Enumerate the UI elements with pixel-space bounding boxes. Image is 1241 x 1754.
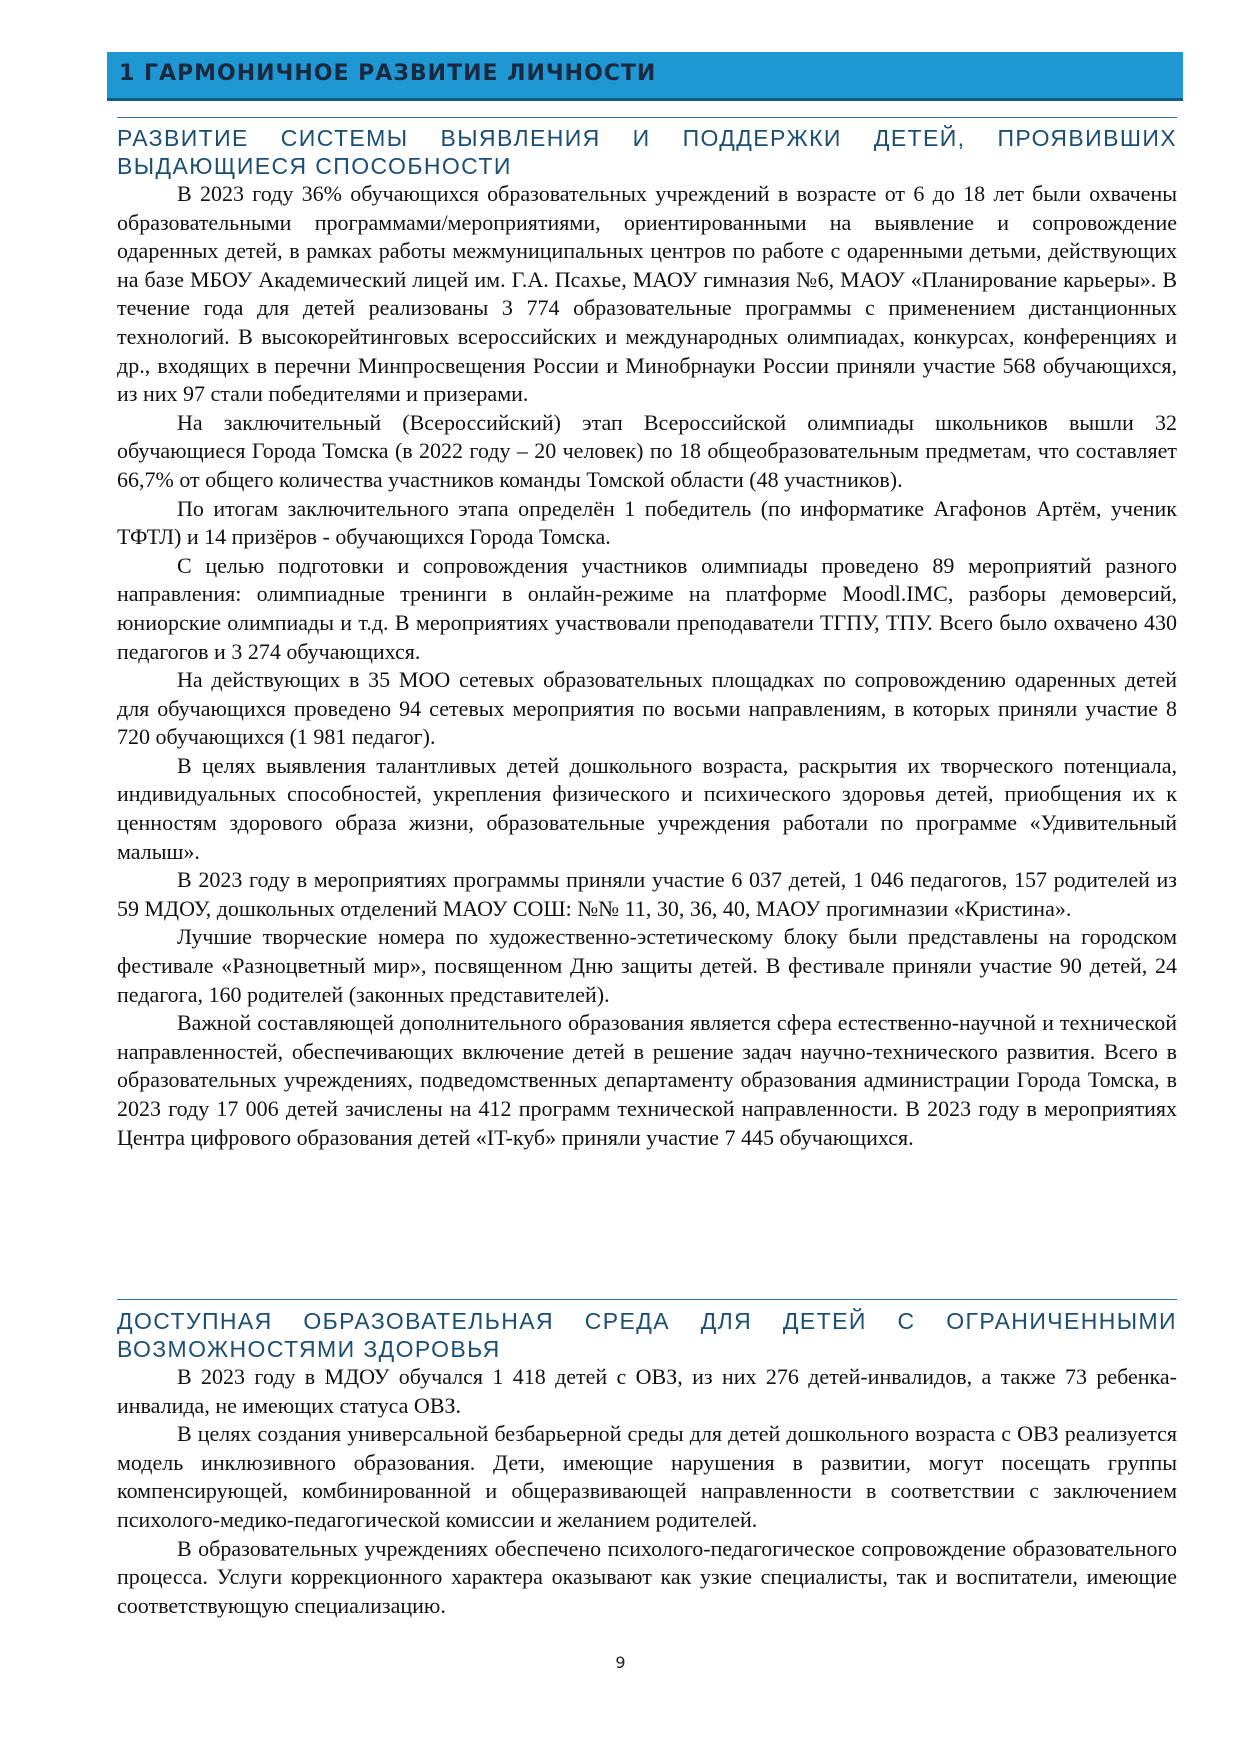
chapter-title: 1 ГАРМОНИЧНОЕ РАЗВИТИЕ ЛИЧНОСТИ xyxy=(119,61,657,86)
section-heading-accessible-environment: ДОСТУПНАЯ ОБРАЗОВАТЕЛЬНАЯ СРЕДА ДЛЯ ДЕТЕЙ С ОГРАНИЧЕННЫМИ ВОЗМОЖНОСТЯМИ ЗДОРОВЬЯ xyxy=(117,1308,1177,1362)
section-divider xyxy=(117,117,1177,118)
paragraph: По итогам заключительного этапа определён 1 победитель (по информатике Агафонов Артём, ученик ТФТЛ) и 14 призёров - обучающихся Города Томска. xyxy=(117,495,1177,550)
paragraph: На заключительный (Всероссийский) этап Всероссийской олимпиады школьников вышли 32 обучающиеся Города Томска (в 2022 году – 20 человек) по 18 общеобразовательным предметам, что составляет 66,7% от общего количества участников команды Томской области (48 участников). xyxy=(117,409,1177,492)
paragraph: На действующих в 35 МОО сетевых образовательных площадках по сопровождению одаренных детей для обучающихся проведено 94 сетевых мероприятия по восьми направлениям, в которых приняли участие 8 720 обучающихся (1 981 педагог). xyxy=(117,667,1177,750)
section-body-accessible-environment xyxy=(117,1363,1177,1620)
section-heading-gifted-children: РАЗВИТИЕ СИСТЕМЫ ВЫЯВЛЕНИЯ И ПОДДЕРЖКИ ДЕТЕЙ, ПРОЯВИВШИХ ВЫДАЮЩИЕСЯ СПОСОБНОСТИ xyxy=(117,125,1177,179)
section-divider xyxy=(117,1299,1177,1300)
paragraph: Важной составляющей дополнительного образования является сфера естественно-научной и технической направленностей, обеспечивающих включение детей в решение задач научно-технического развития. Всего в образовательных учреждениях, подведомственных департаменту образования администрации Города Томска, в 2023 году 17 006 детей зачислены на 412 программ технической направленности. В 2023 году в мероприятиях Центра цифрового образования детей «IT-куб» приняли участие 7 445 обучающихся. xyxy=(117,1010,1177,1150)
paragraph: В 2023 году 36% обучающихся образовательных учреждений в возрасте от 6 до 18 лет были охвачены образовательными программами/мероприятиями, ориентированными на выявление и сопровождение одаренных детей, в рамках работы межмуниципальных центров по работе с одаренными детьми, действующих на базе МБОУ Академический лицей им. Г.А. Псахье, МАОУ гимназия №6, МАОУ «Планирование карьеры». В течение года для детей реализованы 3 774 образовательные программы с применением дистанционных технологий. В высокорейтинговых всероссийских и международных олимпиадах, конкурсах, конференциях и др., входящих в перечни Минпросвещения России и Минобрнауки России приняли участие 568 обучающихся, из них 97 стали победителями и призерами. xyxy=(117,181,1177,407)
paragraph: В целях создания универсальной безбарьерной среды для детей дошкольного возраста с ОВЗ реализуется модель инклюзивного образования. Дети, имеющие нарушения в развитии, могут посещать группы компенсирующей, комбинированной и общеразвивающей направленности в соответствии с заключением психолого-медико-педагогической комиссии и желанием родителей. xyxy=(117,1421,1177,1532)
paragraph: В целях выявления талантливых детей дошкольного возраста, раскрытия их творческого потенциала, индивидуальных способностей, укрепления физического и психического здоровья детей, приобщения их к ценностям здорового образа жизни, образовательные учреждения работали по программе «Удивительный малыш». xyxy=(117,752,1177,864)
paragraph: Лучшие творческие номера по художественно-эстетическому блоку были представлены на городском фестивале «Разноцветный мир», посвященном Дню защиты детей. В фестивале приняли участие 90 детей, 24 педагога, 160 родителей (законных представителей). xyxy=(117,924,1177,1007)
paragraph: С целью подготовки и сопровождения участников олимпиады проведено 89 мероприятий разного направления: олимпиадные тренинги в онлайн-режиме на платформе Moodl.IMC, разборы демоверсий, юниорские олимпиады и т.д. В мероприятиях участвовали преподаватели ТГПУ, ТПУ. Всего было охвачено 430 педагогов и 3 274 обучающихся. xyxy=(117,552,1177,664)
section-body-gifted-children xyxy=(117,180,1177,1152)
page-number: 9 xyxy=(615,1653,626,1672)
chapter-header-bar xyxy=(107,52,1183,101)
paragraph: В 2023 году в мероприятиях программы приняли участие 6 037 детей, 1 046 педагогов, 157 родителей из 59 МДОУ, дошкольных отделений МАОУ СОШ: №№ 11, 30, 36, 40, МАОУ прогимназии «Кристина». xyxy=(117,867,1177,921)
paragraph: В 2023 году в МДОУ обучался 1 418 детей с ОВЗ, из них 276 детей-инвалидов, а также 73 ребенка-инвалида, не имеющих статуса ОВЗ. xyxy=(117,1364,1177,1418)
paragraph: В образовательных учреждениях обеспечено психолого-педагогическое сопровождение образовательного процесса. Услуги коррекционного характера оказывают как узкие специалисты, так и воспитатели, имеющие соответствующую специализацию. xyxy=(117,1535,1177,1618)
